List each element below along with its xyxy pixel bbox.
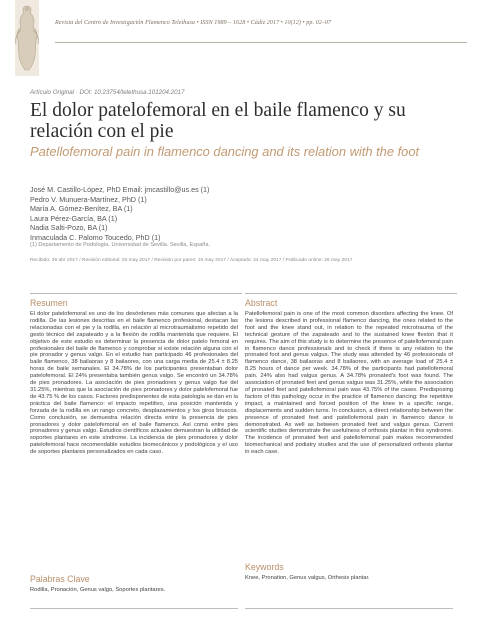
author-item: Laura Pérez-García, BA (1) (30, 213, 118, 223)
resumen-heading: Resumen (30, 298, 68, 308)
abstract-text: Patellofemoral pain is one of the most common disorders affecting the knee. Of the lesions described in professional flamenco dancing, the ones related to the foot and the knee stand out, in relation to the repeated microtrauma of the technical gesture of the zapateado and to the sustained knee flexion that it requires. The aim of this study is to determine the presence of patellofemoral pain in flamenco dance professionals and to check if there is any relation to the pronated foot and genus valgus. The study was attended by 46 professionals of flamenco dance, 38 bailaoras and 8 bailaores, with an average load of 25.4 ± 8.25 hours of dance per week. 34.78% of the participants had patellofemoral pain. 24% also had valgus genus. A 34.78% pronated's foot was found. The association of pronated feet and genus valgus was 31.25%, while the association of pronated feet and patellofemoral pain was 43.75% of the cases. Predisposing factors of this pathology occur in the practice of flamenco dancing: the repetitive impact, a maintained and forced position of the knee in a specific range, displacements and sudden turns. In conclusion, a direct relationship between the presence of pronated feet and patellofemoral pain in flamenco dance is demonstrated. As well as between pronated feet and valgus genus. Current scientific studies demonstrate the usefulness of orthosis plantar in this syndrome. The incidence of pronated feet and patellofemoral pain makes recommended biomechanical and podiatry studies and the use of personalized orthesis plantar in each case. (245, 311, 453, 456)
keywords-heading: Keywords (245, 562, 284, 572)
palabras-clave-text: Rodilla, Pronación, Genus valgo, Soportes plantares. (30, 587, 166, 593)
column-rule-left (30, 293, 242, 294)
author-item: Nadia Salti-Pozo, BA (1) (30, 223, 108, 232)
title-spanish: El dolor patelofemoral en el baile flamenco y su relación con el pie (30, 100, 406, 142)
journal-info: Revista del Centro de Investigación Flamenco Telethusa • ISSN 1989 – 1628 • Cádiz 2017 • 10(12) • pp. 02–07 (55, 20, 332, 26)
author-item: Pedro V. Munuera-Martínez, PhD (1) (30, 194, 147, 204)
abstract-heading: Abstract (245, 298, 278, 308)
palabras-clave-heading: Palabras Clave (30, 574, 90, 584)
affiliation: (1) Departamento de Podología. Universidad de Sevilla. Sevilla, España. (30, 242, 211, 248)
keywords-text: Knee, Pronation, Genus valgus, Orthesis plantar. (245, 575, 370, 581)
journal-header (55, 12, 467, 43)
author-item: María A. Gómez-Benítez, BA (1) (30, 204, 133, 213)
author-item: Inmaculada C. Palomo Toucedo, PhD (1) (30, 232, 161, 242)
author-list (30, 185, 330, 242)
column-end-rule-left (30, 608, 238, 609)
publication-dates: Recibido: 29 abr 2017 / Revisión editorial: 02 may 2017 / Revisión por pares: 16 may 2017 / Aceptado: 24 may 2017 / Publicado online: 26 may 2017 (30, 258, 353, 263)
author-item: José M. Castillo-López, PhD Email: jmcastillo@us.es (1) (30, 185, 210, 194)
journal-logo-icon (8, 0, 46, 76)
column-end-rule-right (245, 608, 453, 609)
title-english: Patellofemoral pain in flamenco dancing and its relation with the foot (30, 144, 420, 159)
column-rule-right (245, 293, 457, 294)
resumen-text: El dolor patelofemoral es uno de los desórdenes más comunes que afectan a la rodilla. De las lesiones descritas en el baile flamenco profesional, destacan las relacionadas con el pie y la rodilla, en relación al microtraumatismo repetido del gesto técnico del zapateado y a la flexión de rodilla mantenida que requiere. El objetivo de este estudio es determinar la presencia de dolor patelo femoral en profesionales del baile de flamenco y comprobar si existe relación alguna con el pie pronador y genus valgo. En el estudio han participado 46 profesionales del baile flamenco, 38 bailaoras y 8 bailaores, con una carga media de 25.4 ± 8.25 horas de baile semanales. El 34.78% de los participantes presentaban dolor patelofemoral. El 24% presentaba también genus valgo. Se encontró un 34.78% de pies pronadores. La asociación de pies pronadores y genus valgo fue del 31.25%, mientras que la asociación de pies pronadores y dolor patelofemoral fue de 43.75 % de los casos. Factores predisponentes de esta patología se dan en la práctica del baile flamenco: el impacto repetitivo, una posición mantenida y forzada de la rodilla en un rango concreto, desplazamientos y los giros bruscos. Como conclusión, se demuestra relación directa entre la presencia de pies pronadores y dolor patelofemoral en el baile flamenco. Así como entre pies pronadores y genus valgo. Estudios científicos actuales demuestran la utilidad de soportes plantares en este síndrome. La incidencia de pies pronadores y dolor patelofemoral hace recomendable estudios biomecánicos y podológicos y el uso de soportes plantares personalizados en cada caso. (30, 311, 238, 456)
article-type-doi[interactable]: Artículo Original · DOI: 10.23754/telethusa.101204.2017 (30, 89, 185, 96)
